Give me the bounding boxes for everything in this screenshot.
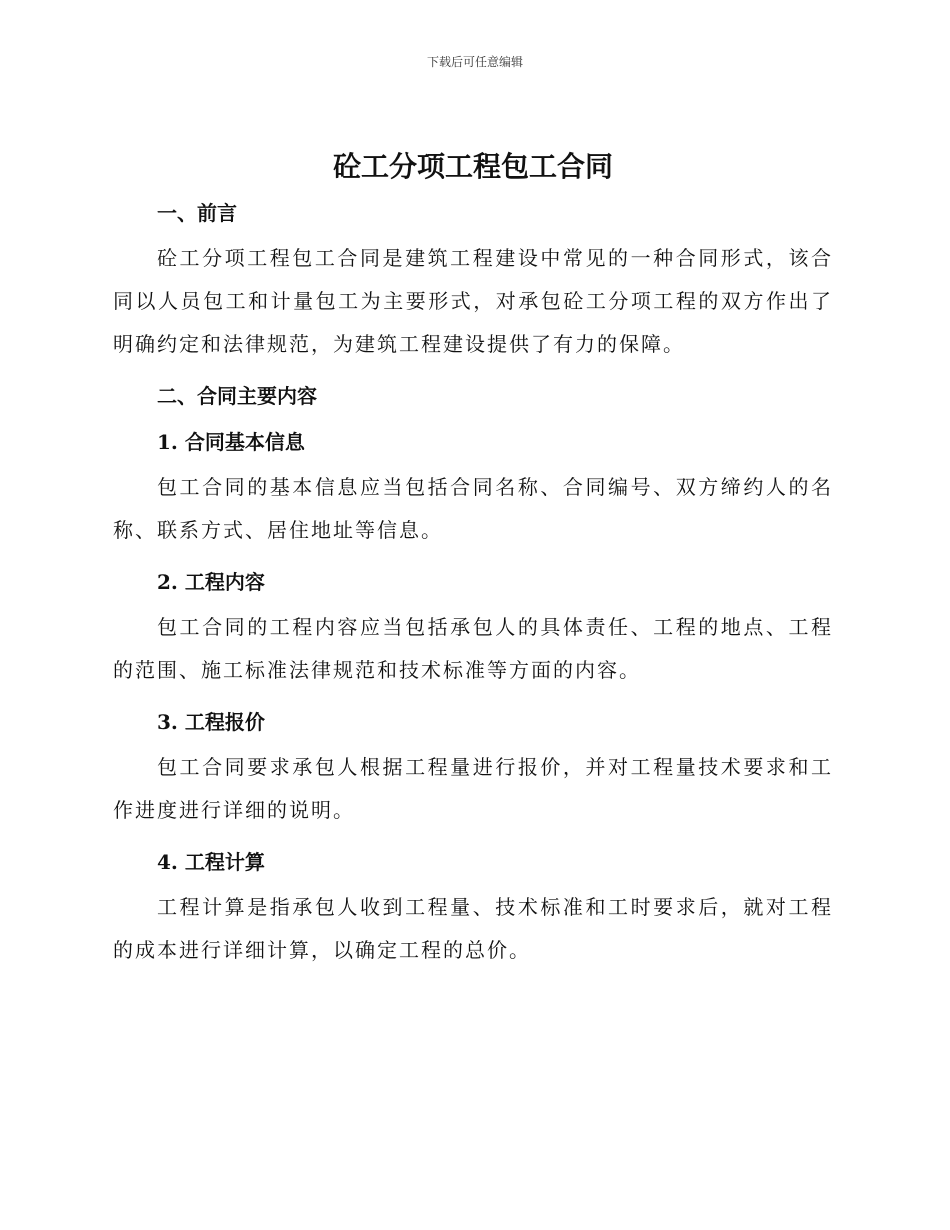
document-body bbox=[113, 145, 833, 972]
item-heading-quotation: 3. 工程报价 bbox=[157, 710, 265, 734]
header-note: 下载后可任意编辑 bbox=[426, 55, 523, 69]
section-heading-main-content: 二、合同主要内容 bbox=[157, 384, 317, 408]
item-heading-basic-info: 1. 合同基本信息 bbox=[157, 430, 305, 454]
preface-paragraph: 砼工分项工程包工合同是建筑工程建设中常见的一种合同形式，该合同以人员包工和计量包工为主要形式，对承包砼工分项工程的双方作出了明确约定和法律规范，为建筑工程建设提供了有力的保障。 bbox=[113, 246, 833, 356]
section-heading-preface: 一、前言 bbox=[157, 201, 237, 225]
project-content-paragraph: 包工合同的工程内容应当包括承包人的具体责任、工程的地点、工程的范围、施工标准法律规范和技术标准等方面的内容。 bbox=[113, 615, 833, 682]
item-heading-project-content: 2. 工程内容 bbox=[157, 570, 265, 594]
item-heading-calculation: 4. 工程计算 bbox=[157, 850, 265, 874]
basic-info-paragraph: 包工合同的基本信息应当包括合同名称、合同编号、双方缔约人的名称、联系方式、居住地址等信息。 bbox=[113, 475, 833, 542]
quotation-paragraph: 包工合同要求承包人根据工程量进行报价，并对工程量技术要求和工作进度进行详细的说明。 bbox=[113, 755, 833, 822]
calculation-paragraph: 工程计算是指承包人收到工程量、技术标准和工时要求后，就对工程的成本进行详细计算，以确定工程的总价。 bbox=[113, 895, 833, 962]
document-title: 砼工分项工程包工合同 bbox=[332, 150, 613, 183]
